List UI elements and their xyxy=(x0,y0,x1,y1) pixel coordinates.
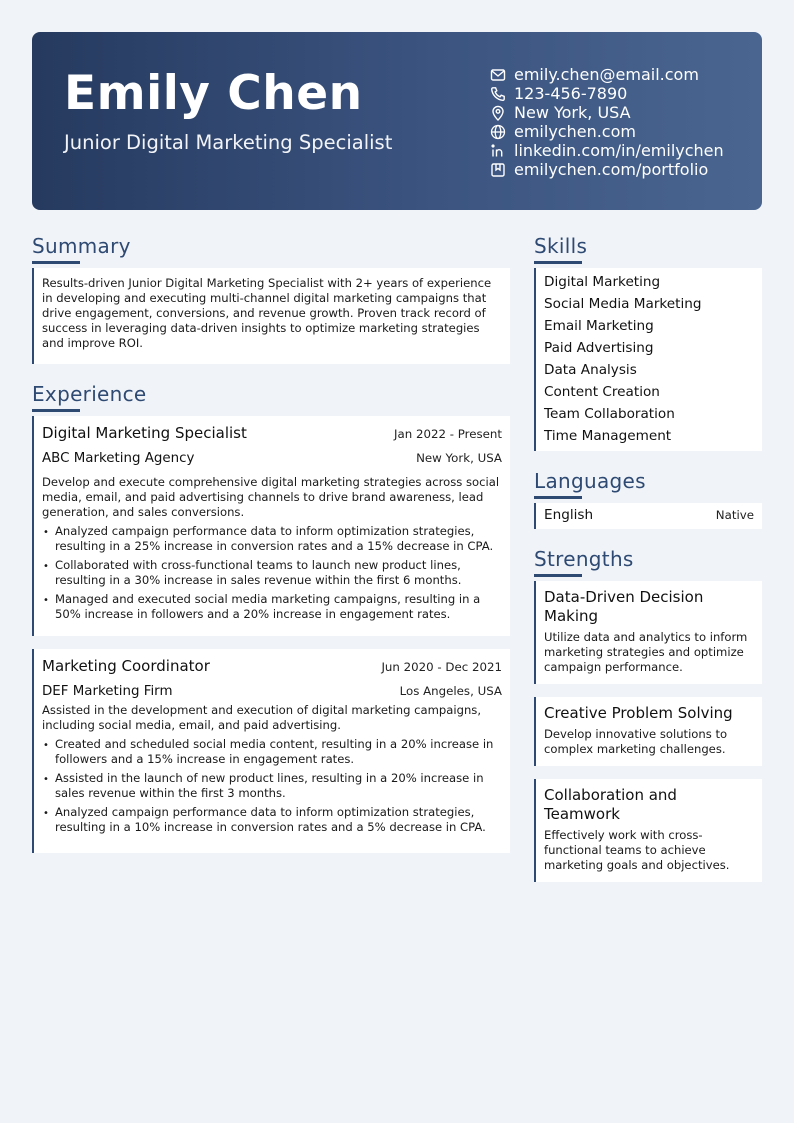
section-divider xyxy=(534,496,582,499)
globe-icon xyxy=(489,123,506,140)
right-column xyxy=(534,232,762,882)
skill-item: Digital Marketing xyxy=(544,274,661,290)
strength-card xyxy=(534,779,762,882)
contact-linkedin[interactable] xyxy=(489,141,759,160)
contact-portfolio[interactable] xyxy=(489,160,759,179)
skill-item: Time Management xyxy=(544,428,672,444)
skill-item: Social Media Marketing xyxy=(544,296,702,312)
contact-text: 123-456-7890 xyxy=(514,84,628,103)
contact-list xyxy=(489,65,759,179)
contact-email[interactable] xyxy=(489,65,759,84)
job-bullets xyxy=(42,524,502,622)
section-title: Strengths xyxy=(534,547,634,571)
list-item: • Analyzed campaign performance data to inform optimization strategies, resulting in a 25% increase in conversion rates and a 15% decrease in CPA. xyxy=(42,524,502,554)
languages-section xyxy=(534,467,762,529)
job-date: Jun 2020 - Dec 2021 xyxy=(381,660,502,674)
list-item: • Assisted in the launch of new product lines, resulting in a 20% increase in sales revenue within the first 3 months. xyxy=(42,771,502,801)
strength-description: Effectively work with cross-functional teams to achieve marketing goals and objectives. xyxy=(544,828,730,872)
contact-text: linkedin.com/in/emilychen xyxy=(514,141,724,160)
skill-item: Team Collaboration xyxy=(544,406,675,422)
language-name: English xyxy=(544,507,594,523)
job-location: New York, USA xyxy=(416,451,502,465)
skill-item: Paid Advertising xyxy=(544,340,654,356)
phone-icon xyxy=(489,85,506,102)
job-title: Marketing Coordinator xyxy=(42,657,210,675)
candidate-role: Junior Digital Marketing Specialist xyxy=(64,131,393,154)
job-description: Assisted in the development and execution of digital marketing campaigns, including social media, email, and paid advertising. xyxy=(42,703,482,732)
job-company: ABC Marketing Agency xyxy=(42,451,195,466)
portfolio-icon xyxy=(489,161,506,178)
section-title: Skills xyxy=(534,234,588,258)
summary-text: Results-driven Junior Digital Marketing Specialist with 2+ years of experience in developing and executing multi-channel digital marketing campaigns that drive engagement, conversions, and revenue growth. Proven track record of success in leveraging data-driven insights to optimize marketing strategies and improve ROI. xyxy=(42,276,492,350)
job-bullets xyxy=(42,737,502,835)
language-level: Native xyxy=(715,508,754,522)
experience-section xyxy=(32,380,510,853)
skill-item: Content Creation xyxy=(544,384,660,400)
languages-card xyxy=(534,503,762,529)
job-company: DEF Marketing Firm xyxy=(42,684,173,699)
summary-section xyxy=(32,232,510,364)
contact-website[interactable] xyxy=(489,122,759,141)
location-icon xyxy=(489,104,506,121)
skills-section xyxy=(534,232,762,451)
list-item: • Collaborated with cross-functional teams to launch new product lines, resulting in a 30% increase in sales revenue within the first 6 months. xyxy=(42,558,502,588)
strength-title: Data-Driven Decision Making xyxy=(544,588,704,625)
list-item: • Managed and executed social media marketing campaigns, resulting in a 50% increase in followers and a 20% increase in engagement rates. xyxy=(42,592,502,622)
strengths-section xyxy=(534,545,762,882)
strength-description: Utilize data and analytics to inform marketing strategies and optimize campaign performance. xyxy=(544,630,748,674)
section-title: Experience xyxy=(32,382,147,406)
list-item: • Analyzed campaign performance data to inform optimization strategies, resulting in a 10% increase in conversion rates and a 5% decrease in CPA. xyxy=(42,805,502,835)
job-card xyxy=(32,416,510,636)
job-description: Develop and execute comprehensive digital marketing strategies across social media, email, and paid advertising channels to drive brand awareness, lead generation, and sales conversions. xyxy=(42,475,500,519)
skills-card xyxy=(534,268,762,451)
contact-text: emily.chen@email.com xyxy=(514,65,699,84)
list-item: • Created and scheduled social media content, resulting in a 20% increase in followers and a 15% increase in engagement rates. xyxy=(42,737,502,767)
strength-card xyxy=(534,697,762,766)
contact-text: emilychen.com xyxy=(514,122,636,141)
section-title: Summary xyxy=(32,234,131,258)
job-location: Los Angeles, USA xyxy=(399,684,502,698)
contact-text: emilychen.com/portfolio xyxy=(514,160,709,179)
section-divider xyxy=(534,574,582,577)
contact-text: New York, USA xyxy=(514,103,631,122)
skill-item: Data Analysis xyxy=(544,362,637,378)
section-divider xyxy=(32,261,80,264)
strength-title: Collaboration and Teamwork xyxy=(544,786,677,823)
section-title: Languages xyxy=(534,469,646,493)
skill-item: Email Marketing xyxy=(544,318,654,334)
language-row xyxy=(544,507,754,523)
strength-card xyxy=(534,581,762,684)
mail-icon xyxy=(489,66,506,83)
section-divider xyxy=(32,409,80,412)
job-title: Digital Marketing Specialist xyxy=(42,424,247,442)
summary-card xyxy=(32,268,510,364)
section-divider xyxy=(534,261,582,264)
resume-header xyxy=(32,32,762,210)
left-column xyxy=(32,232,510,853)
strength-description: Develop innovative solutions to complex marketing challenges. xyxy=(544,727,728,756)
linkedin-icon xyxy=(489,142,506,159)
contact-phone[interactable] xyxy=(489,84,759,103)
job-card xyxy=(32,649,510,853)
candidate-name: Emily Chen xyxy=(64,66,363,121)
contact-location xyxy=(489,103,759,122)
job-date: Jan 2022 - Present xyxy=(394,427,502,441)
strength-title: Creative Problem Solving xyxy=(544,704,733,722)
